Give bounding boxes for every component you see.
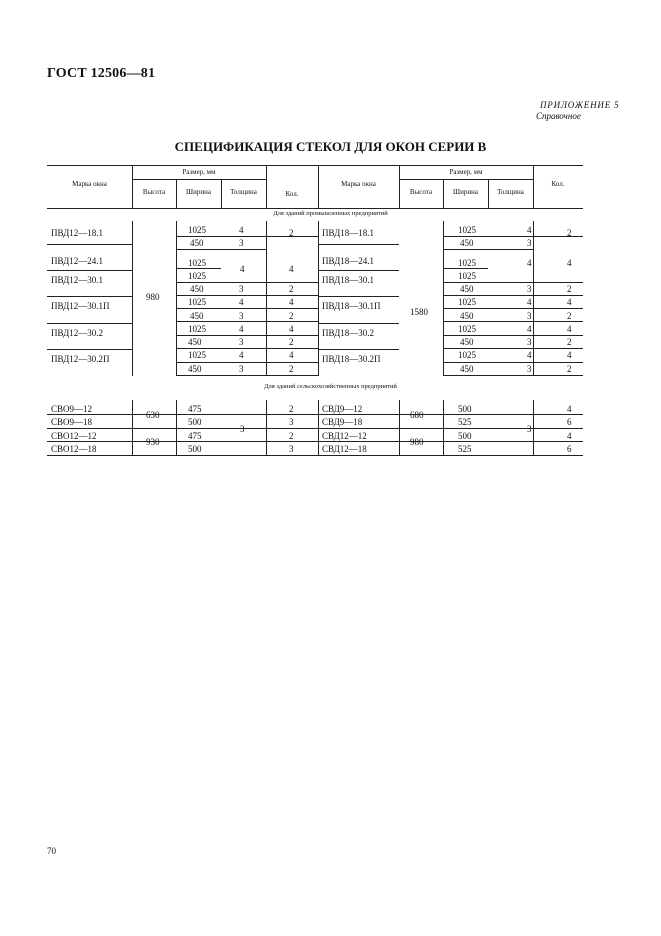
window-mark: ПВД18—30.2 [322,328,375,338]
header-thickness: Толщина [230,188,257,196]
window-mark: ПВД18—30.1П [322,301,381,311]
qty-value: 2 [289,284,294,294]
column-divider [533,221,534,376]
width-value: 1025 [458,324,476,334]
row-divider [318,323,399,324]
window-mark: ПВД12—18.1 [51,228,104,238]
window-mark: СВО12—12 [51,431,97,441]
row-divider [176,295,318,296]
row-divider [176,335,318,336]
column-divider [132,221,133,376]
width-value: 475 [188,431,202,441]
width-value: 1025 [188,350,206,360]
table-top-border [47,165,583,166]
row-divider [318,270,399,271]
width-value: 1025 [188,258,206,268]
row-divider [47,428,583,429]
window-mark: ПВД12—30.2 [51,328,104,338]
header-thickness: Толщина [497,188,524,196]
window-mark: СВО9—12 [51,404,93,414]
qty-value: 2 [567,364,572,374]
thickness-value: 4 [239,297,244,307]
row-divider [176,249,266,250]
section-heading: Для зданий промышленных предприятий [273,210,388,217]
row-divider [47,270,132,271]
row-divider [443,249,533,250]
window-mark: СВД12—18 [322,444,367,454]
page-title: СПЕЦИФИКАЦИЯ СТЕКОЛ ДЛЯ ОКОН СЕРИИ В [174,139,487,154]
qty-value: 2 [567,228,572,238]
qty-value: 2 [567,284,572,294]
width-value: 450 [460,284,474,294]
header-height: Высота [142,188,166,196]
qty-value: 4 [289,350,294,360]
row-divider [443,348,583,349]
thickness-value: 3 [527,284,532,294]
qty-value: 6 [567,417,572,427]
width-value: 1025 [188,271,206,281]
row-divider [47,441,583,442]
width-value: 500 [188,417,202,427]
window-mark: ПВД18—30.1 [322,275,375,285]
header-qty: Кол. [285,190,299,198]
row-divider [176,268,221,269]
width-value: 450 [460,238,474,248]
row-divider [443,375,583,376]
window-mark: ПВД12—30.2П [51,354,110,364]
column-divider [443,221,444,376]
qty-value: 4 [567,258,572,268]
row-divider [443,282,583,283]
row-divider [443,308,583,309]
row-divider [176,321,318,322]
qty-value: 3 [289,417,294,427]
window-mark: СВД9—12 [322,404,363,414]
row-divider [176,236,318,237]
header-qty: Кол. [551,180,565,188]
thickness-value: 4 [239,324,244,334]
thickness-value: 3 [527,364,532,374]
width-value: 1025 [458,297,476,307]
qty-value: 4 [567,350,572,360]
qty-value: 2 [567,311,572,321]
thickness-value: 4 [527,350,532,360]
width-value: 450 [188,337,202,347]
column-divider [266,221,267,376]
qty-value: 3 [289,444,294,454]
width-value: 450 [190,284,204,294]
width-value: 500 [188,444,202,454]
thickness-value: 4 [527,258,532,268]
window-mark: ПВД12—30.1П [51,301,110,311]
qty-value: 4 [289,297,294,307]
height-value: 630 [146,410,160,420]
page-number: 70 [47,846,56,856]
qty-value: 2 [289,337,294,347]
qty-value: 2 [567,337,572,347]
header-bottom-border [47,208,583,209]
row-divider [47,414,583,415]
thickness-value: 3 [239,337,244,347]
qty-value: 2 [289,404,294,414]
width-value: 1025 [188,297,206,307]
window-mark: ПВД18—30.2П [322,354,381,364]
window-mark: ПВД12—30.1 [51,275,104,285]
row-divider [176,282,318,283]
width-value: 450 [460,364,474,374]
column-divider [443,400,444,456]
appendix-subtitle: Справочное [536,111,581,121]
window-mark: СВД9—18 [322,417,363,427]
width-value: 1025 [458,258,476,268]
width-value: 1025 [458,350,476,360]
height-value: 980 [410,437,424,447]
window-mark: СВД12—12 [322,431,367,441]
row-divider [176,348,318,349]
column-divider [533,400,534,456]
window-mark: СВО9—18 [51,417,93,427]
thickness-value: 3 [239,284,244,294]
row-divider [47,323,132,324]
row-divider [318,244,399,245]
thickness-value: 4 [527,225,532,235]
height-value: 980 [146,292,160,302]
column-divider [266,400,267,456]
row-divider [176,362,318,363]
window-mark: СВО12—18 [51,444,97,454]
width-value: 450 [190,238,204,248]
width-value: 475 [188,404,202,414]
row-divider [47,244,132,245]
width-value: 1025 [458,271,476,281]
thickness-value: 4 [239,350,244,360]
width-value: 500 [458,431,472,441]
header-size: Размер, мм [182,168,216,176]
column-divider [176,221,177,376]
thickness-value: 3 [527,311,532,321]
qty-value: 4 [289,264,294,274]
header-mark: Марка окна [341,180,376,188]
document-id: ГОСТ 12506—81 [47,66,156,81]
column-divider [176,400,177,456]
window-mark: ПВД18—24.1 [322,256,375,266]
width-value: 525 [458,444,472,454]
row-divider [443,362,583,363]
header-divider [132,179,266,180]
section-heading: Для зданий сельскохозяйственных предприятий [264,383,397,390]
column-divider [132,400,133,456]
qty-value: 2 [289,431,294,441]
qty-value: 6 [567,444,572,454]
window-mark: ПВД12—24.1 [51,256,104,266]
width-value: 500 [458,404,472,414]
thickness-value: 4 [527,297,532,307]
qty-value: 4 [567,404,572,414]
qty-value: 2 [289,311,294,321]
row-divider [443,321,583,322]
row-divider [443,268,488,269]
header-divider [399,179,533,180]
height-value: 1580 [410,307,428,317]
row-divider [443,295,583,296]
thickness-value: 3 [240,424,245,434]
row-divider [443,236,583,237]
row-divider [176,375,318,376]
header-size: Размер, мм [449,168,483,176]
header-width: Ширина [186,188,211,196]
thickness-value: 4 [527,324,532,334]
window-mark: ПВД18—18.1 [322,228,375,238]
width-value: 450 [460,311,474,321]
thickness-value: 4 [239,225,244,235]
appendix-label: ПРИЛОЖЕНИЕ 5 [540,100,620,110]
row-divider [176,308,318,309]
column-divider [318,400,319,456]
thickness-value: 3 [527,238,532,248]
width-value: 1025 [188,225,206,235]
row-divider [47,349,132,350]
height-value: 680 [410,410,424,420]
thickness-value: 3 [527,424,532,434]
qty-value: 4 [567,297,572,307]
width-value: 450 [188,364,202,374]
row-divider [47,296,132,297]
qty-value: 4 [567,431,572,441]
row-divider [318,296,399,297]
thickness-value: 4 [240,264,245,274]
row-divider [443,335,583,336]
height-value: 930 [146,437,160,447]
row-divider [318,349,399,350]
width-value: 1025 [458,225,476,235]
thickness-value: 3 [239,364,244,374]
qty-value: 2 [289,364,294,374]
column-divider [399,400,400,456]
qty-value: 4 [289,324,294,334]
width-value: 1025 [188,324,206,334]
header-width: Ширина [453,188,478,196]
thickness-value: 3 [527,337,532,347]
thickness-value: 3 [239,311,244,321]
header-height: Высота [409,188,433,196]
width-value: 525 [458,417,472,427]
row-divider [47,455,583,456]
thickness-value: 3 [239,238,244,248]
qty-value: 2 [289,228,294,238]
header-mark: Марка окна [72,180,107,188]
width-value: 450 [190,311,204,321]
qty-value: 4 [567,324,572,334]
header-col-divider [266,165,267,208]
width-value: 450 [460,337,474,347]
